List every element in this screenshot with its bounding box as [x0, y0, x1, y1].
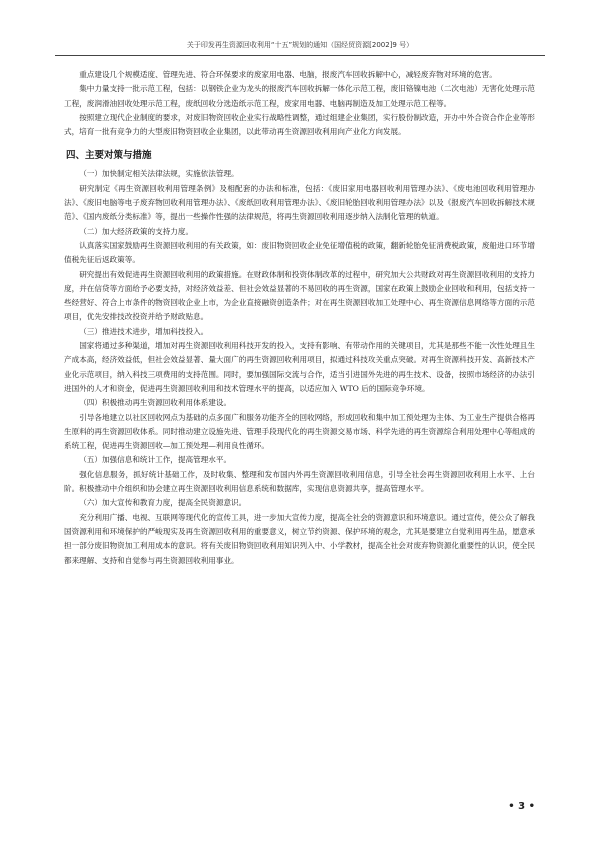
- running-header: 关于印发再生资源回收利用“十五”规划的通知（国经贸资源[2002]9 号）: [186, 41, 414, 49]
- page-number: • 3 •: [508, 801, 535, 812]
- paragraph: 按照建立现代企业制度的要求，对废旧物资回收企业实行战略性调整，通过组建企业集团，实行股份制改造，开办中外合资合作企业等形式，培育一批有竞争力的大型废旧物资回收企业集团，以此带动再生资源回收利用向产业化方向发展。: [64, 112, 535, 137]
- header-rule: [55, 55, 545, 56]
- measure-heading: （四）积极推动再生资源回收利用体系建设。: [79, 398, 232, 408]
- measure-heading: （六）加大宣传和教育力度，提高全民资源意识。: [79, 498, 247, 508]
- measure-heading: （二）加大经济政策的支持力度。: [79, 226, 194, 236]
- document-body: [64, 68, 535, 568]
- paragraph: 认真落实国家鼓励再生资源回收利用的有关政策，如：废旧物资回收企业免征增值税的政策，翻新轮胎免征消费税政策，废船进口环节增值税先征后返政策等。: [64, 240, 535, 265]
- paragraph: 重点建设几个规模适度、管理先进、符合环保要求的废家用电器、电脑，报废汽车回收拆解中心，减轻废弃物对环境的危害。: [79, 70, 497, 79]
- measure-heading: （五）加强信息和统计工作，提高管理水平。: [79, 455, 232, 465]
- measure-heading: （三）推进技术进步，增加科技投入。: [79, 326, 209, 336]
- paragraph: 集中力量支持一批示范工程，包括：以钢铁企业为龙头的报废汽车回收拆解一体化示范工程，废旧铬镍电池（二次电池）无害化处理示范工程，废润滑油回收处理示范工程，废纸回收分选造纸示范工程，废家用电器、电脑再制造及加工处理示范工程等。: [64, 84, 535, 108]
- section-title: 四、主要对策与措施: [66, 150, 152, 162]
- paragraph: 国家将通过多种渠道，增加对再生资源回收利用科技开发的投入，支持有影响、有带动作用的关键项目，尤其是那些不能一次性处理且生产成本高，经济效益低，但社会效益显著、量大面广的再生资源回收利用项目，拟通过科技攻关重点突破。对再生资源科技开发、高新技术产业化示范项目，纳入科技三项费用的支持范围。同时，要加强国际交流与合作，适当引进国外先进的再生技术、设备，按照市场经济的办法引进国外的人才和资金，促进再生资源回收利用和技术管理水平的提高，以适应加入 WTO 后的国际竞争环境。: [64, 341, 535, 393]
- measure-heading: （一）加快制定相关法律法规，实施依法管理。: [79, 169, 239, 179]
- paragraph: 强化信息服务，抓好统计基础工作，及时收集、整理和发布国内外再生资源回收利用信息，引导全社会再生资源回收利用上水平、上台阶。积极推动中介组织和协会建立再生资源回收利用信息系统和数据库，实现信息资源共享，提高管理水平。: [64, 469, 535, 494]
- paragraph: 研究制定《再生资源回收利用管理条例》及相配套的办法和标准，包括：《废旧家用电器回收利用管理办法》、《废电池回收利用管理办法》、《废旧电脑等电子废弃物回收利用管理办法》、《废纸回收利用管理办法》、《废旧轮胎回收利用管理办法》以及《报废汽车回收拆解技术规范》、《国内废纸分类标准》等，提出一些操作性强的法律规范，将再生资源回收利用逐步纳入法制化管理的轨道。: [64, 183, 535, 222]
- paragraph: 引导各地建立以社区回收网点为基础的点多面广和服务功能齐全的回收网络，形成回收和集中加工预处理为主体、为工业生产提供合格再生原料的再生资源回收体系。同时推动建立设施先进、管理手段现代化的再生资源交易市场、科学先进的再生资源综合利用处理中心等组成的系统工程，促进再生资源回收—加工预处理—利用良性循环。: [64, 412, 535, 451]
- paragraph: 充分利用广播、电视、互联网等现代化的宣传工具，进一步加大宣传力度，提高全社会的资源意识和环境意识。通过宣传，使公众了解我国资源利用和环境保护的严峻现实及再生资源回收利用的重要意义，树立节约资源、保护环境的观念，尤其是要建立自觉利用再生品，愿意承担一部分废旧物资加工利用成本的意识。将有关废旧物资回收利用知识列入中、小学教材，提高全社会对废弃物资源化重要性的认识，使全民都来理解、支持和自觉参与再生资源回收利用事业。: [64, 512, 535, 565]
- paragraph: 研究提出有效促进再生资源回收利用的政策措施。在财政体制和投资体制改革的过程中，研究加大公共财政对再生资源回收利用的支持力度，并在信贷等方面给予必要支持，对经济效益差、但社会效益显著的不易回收的再生资源，国家在政策上鼓励企业回收和利用，包括支持一些经营好、符合上市条件的物资回收企业上市，为企业直接融资创造条件；对在再生资源回收加工处理中心、再生资源信息网络等方面的示范项目，优先安排技改投资并给予财政贴息。: [64, 269, 535, 322]
